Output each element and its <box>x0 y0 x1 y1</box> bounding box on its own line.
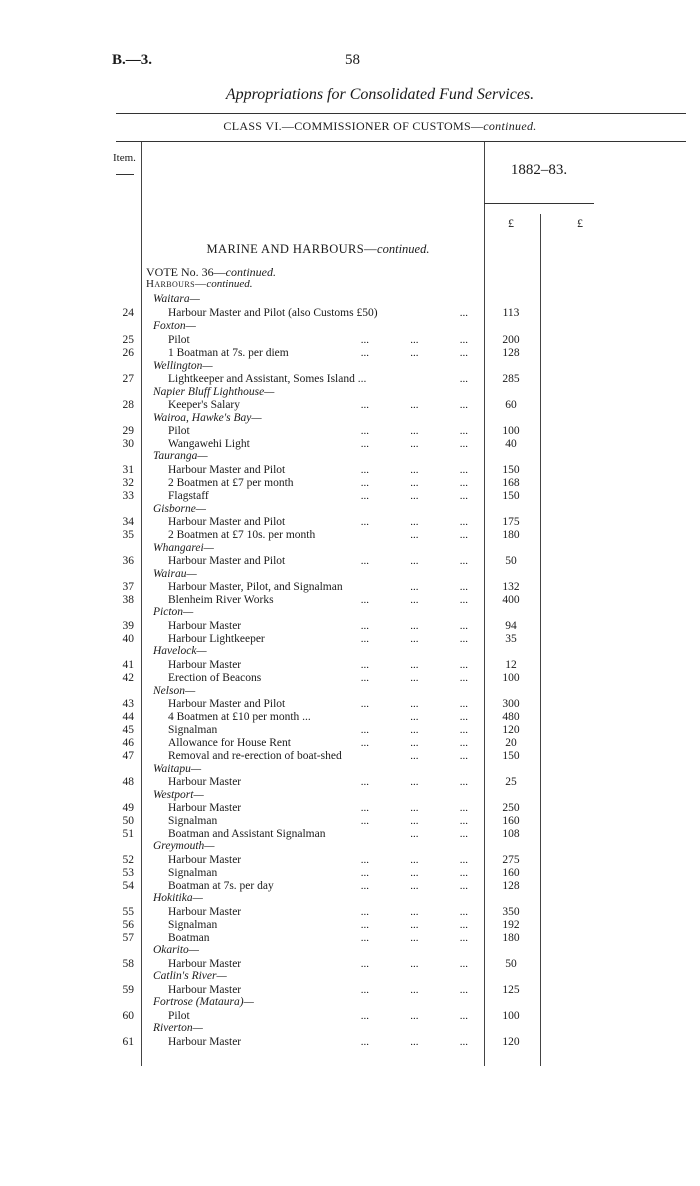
leader-dots: ... ... ... <box>360 1010 468 1022</box>
item-number: 33 <box>122 490 134 502</box>
item-number: 43 <box>122 698 134 710</box>
leader-dots: ... ... ... <box>360 490 468 502</box>
harbours-heading <box>146 278 252 290</box>
item-amount: 400 <box>502 594 520 606</box>
leader-dots: ... ... ... <box>360 555 468 567</box>
table-row <box>0 984 700 997</box>
item-number: 24 <box>122 307 134 319</box>
table-row <box>0 334 700 347</box>
item-column-header: Item. <box>113 152 136 164</box>
item-number: 57 <box>122 932 134 944</box>
item-amount: 192 <box>502 919 520 931</box>
item-description: Pilot <box>168 334 190 346</box>
item-amount: 160 <box>502 815 520 827</box>
item-header-rule <box>116 174 134 175</box>
item-description: Lightkeeper and Assistant, Somes Island ... <box>168 373 367 385</box>
table-row <box>0 919 700 932</box>
leader-dots: ... ... ... <box>360 659 468 671</box>
item-amount: 20 <box>505 737 517 749</box>
place-heading: Catlin's River— <box>153 970 227 982</box>
leader-dots: ... ... ... <box>360 438 468 450</box>
item-number: 40 <box>122 633 134 645</box>
table-row <box>0 698 700 711</box>
table-row <box>0 802 700 815</box>
leader-dots: ... ... ... <box>360 672 468 684</box>
leader-dots: ... ... <box>410 529 468 541</box>
item-amount: 35 <box>505 633 517 645</box>
item-amount: 94 <box>505 620 517 632</box>
leader-dots: ... ... ... <box>360 880 468 892</box>
item-amount: 250 <box>502 802 520 814</box>
table-row <box>0 906 700 919</box>
leader-dots: ... ... ... <box>360 620 468 632</box>
item-amount: 160 <box>502 867 520 879</box>
leader-dots: ... ... ... <box>360 1036 468 1048</box>
section-heading <box>148 242 488 257</box>
item-number: 26 <box>122 347 134 359</box>
item-description: Allowance for House Rent <box>168 737 291 749</box>
item-amount: 200 <box>502 334 520 346</box>
place-heading: Waitapu— <box>153 763 202 775</box>
item-number: 59 <box>122 984 134 996</box>
item-description: Harbour Master <box>168 620 242 632</box>
item-number: 52 <box>122 854 134 866</box>
document-reference: B.—3. <box>112 52 153 68</box>
item-amount: 180 <box>502 932 520 944</box>
item-number: 44 <box>122 711 134 723</box>
item-amount: 285 <box>502 373 520 385</box>
item-amount: 12 <box>505 659 517 671</box>
item-amount: 168 <box>502 477 520 489</box>
table-row <box>0 737 700 750</box>
place-heading: Foxton— <box>153 320 196 332</box>
table-row <box>0 555 700 568</box>
table-row <box>0 854 700 867</box>
item-number: 53 <box>122 867 134 879</box>
item-amount: 275 <box>502 854 520 866</box>
table-row <box>0 490 700 503</box>
item-number: 39 <box>122 620 134 632</box>
leader-dots: ... ... ... <box>360 516 468 528</box>
item-number: 30 <box>122 438 134 450</box>
harbours-heading-main: Harbours— <box>146 278 207 290</box>
place-heading: Tauranga— <box>153 450 208 462</box>
item-amount: 132 <box>502 581 520 593</box>
leader-dots: ... ... <box>410 828 468 840</box>
place-heading: Hokitika— <box>153 892 203 904</box>
leader-dots: ... ... ... <box>360 984 468 996</box>
item-number: 51 <box>122 828 134 840</box>
table-row <box>0 438 700 451</box>
item-description: Boatman and Assistant Signalman <box>168 828 326 840</box>
section-heading-main: MARINE AND HARBOURS— <box>206 242 378 256</box>
item-number: 32 <box>122 477 134 489</box>
item-amount: 128 <box>502 347 520 359</box>
item-number: 29 <box>122 425 134 437</box>
item-amount: 50 <box>505 958 517 970</box>
leader-dots: ... ... ... <box>360 464 468 476</box>
section-heading-continued: continued. <box>377 242 430 256</box>
table-row <box>0 1036 700 1049</box>
item-number: 38 <box>122 594 134 606</box>
table-row <box>0 425 700 438</box>
item-description: Boatman <box>168 932 210 944</box>
place-heading: Picton— <box>153 606 194 618</box>
item-amount: 40 <box>505 438 517 450</box>
item-description: Boatman at 7s. per day <box>168 880 274 892</box>
table-row <box>0 373 700 386</box>
item-amount: 108 <box>502 828 520 840</box>
item-amount: 25 <box>505 776 517 788</box>
item-amount: 150 <box>502 464 520 476</box>
leader-dots: ... <box>459 307 468 319</box>
place-heading: Havelock— <box>153 645 207 657</box>
item-number: 58 <box>122 958 134 970</box>
place-heading: Wairoa, Hawke's Bay— <box>153 412 262 424</box>
leader-dots: ... <box>459 373 468 385</box>
table-row <box>0 516 700 529</box>
item-description: Harbour Master <box>168 776 242 788</box>
leader-dots: ... ... ... <box>360 958 468 970</box>
currency-symbol-totals: £ <box>577 216 583 230</box>
table-row <box>0 594 700 607</box>
place-heading: Riverton— <box>153 1022 203 1034</box>
header-rule-top <box>116 113 686 114</box>
item-number: 61 <box>122 1036 134 1048</box>
leader-dots: ... ... ... <box>360 399 468 411</box>
table-row <box>0 1010 700 1023</box>
item-amount: 180 <box>502 529 520 541</box>
item-number: 55 <box>122 906 134 918</box>
item-description: Wangawehi Light <box>168 438 250 450</box>
leader-dots: ... ... ... <box>360 698 468 710</box>
item-number: 31 <box>122 464 134 476</box>
item-number: 42 <box>122 672 134 684</box>
item-description: 2 Boatmen at £7 10s. per month <box>168 529 316 541</box>
leader-dots: ... ... ... <box>360 919 468 931</box>
header-rule-bottom <box>116 141 686 142</box>
item-description: 4 Boatmen at £10 per month ... <box>168 711 311 723</box>
item-amount: 120 <box>502 1036 520 1048</box>
table-row <box>0 828 700 841</box>
item-amount: 100 <box>502 672 520 684</box>
harbours-heading-continued: continued. <box>206 278 253 290</box>
table-row <box>0 620 700 633</box>
item-description: Harbour Master and Pilot <box>168 698 286 710</box>
item-amount: 150 <box>502 750 520 762</box>
item-description: Harbour Master <box>168 1036 242 1048</box>
leader-dots: ... ... ... <box>360 867 468 879</box>
leader-dots: ... ... ... <box>360 347 468 359</box>
item-description: Pilot <box>168 1010 190 1022</box>
table-row <box>0 750 700 763</box>
item-description: Signalman <box>168 867 218 879</box>
table-row <box>0 581 700 594</box>
leader-dots: ... ... ... <box>360 425 468 437</box>
item-number: 47 <box>122 750 134 762</box>
leader-dots: ... ... ... <box>360 815 468 827</box>
page-number: 58 <box>345 52 360 68</box>
item-number: 37 <box>122 581 134 593</box>
class-heading <box>0 119 700 134</box>
item-amount: 128 <box>502 880 520 892</box>
table-row <box>0 659 700 672</box>
table-row <box>0 776 700 789</box>
table-row <box>0 958 700 971</box>
place-heading: Westport— <box>153 789 204 801</box>
table-row <box>0 672 700 685</box>
place-heading: Gisborne— <box>153 503 207 515</box>
item-amount: 60 <box>505 399 517 411</box>
leader-dots: ... ... ... <box>360 724 468 736</box>
leader-dots: ... ... ... <box>360 334 468 346</box>
item-number: 36 <box>122 555 134 567</box>
item-description: Signalman <box>168 724 218 736</box>
year-header: 1882–83. <box>510 162 568 178</box>
item-number: 34 <box>122 516 134 528</box>
item-amount: 125 <box>502 984 520 996</box>
item-description: Harbour Master and Pilot <box>168 464 286 476</box>
item-amount: 100 <box>502 1010 520 1022</box>
item-amount: 175 <box>502 516 520 528</box>
page-title: Appropriations for Consolidated Fund Services. <box>225 86 535 103</box>
leader-dots: ... ... ... <box>360 594 468 606</box>
table-row <box>0 711 700 724</box>
item-amount: 480 <box>502 711 520 723</box>
item-number: 50 <box>122 815 134 827</box>
item-description: Harbour Lightkeeper <box>168 633 265 645</box>
item-description: Keeper's Salary <box>168 399 240 411</box>
item-number: 60 <box>122 1010 134 1022</box>
table-row <box>0 932 700 945</box>
item-description: 2 Boatmen at £7 per month <box>168 477 294 489</box>
item-description: Signalman <box>168 815 218 827</box>
item-number: 35 <box>122 529 134 541</box>
item-description: Harbour Master <box>168 984 242 996</box>
place-heading: Waitara— <box>153 293 200 305</box>
item-number: 48 <box>122 776 134 788</box>
table-row <box>0 724 700 737</box>
item-description: Harbour Master <box>168 958 242 970</box>
leader-dots: ... ... ... <box>360 776 468 788</box>
item-description: Harbour Master and Pilot <box>168 555 286 567</box>
item-number: 27 <box>122 373 134 385</box>
place-heading: Nelson— <box>153 685 196 697</box>
currency-symbol-items: £ <box>508 216 514 230</box>
leader-dots: ... ... ... <box>360 737 468 749</box>
table-row <box>0 880 700 893</box>
item-number: 41 <box>122 659 134 671</box>
item-number: 49 <box>122 802 134 814</box>
leader-dots: ... ... <box>410 711 468 723</box>
table-row <box>0 529 700 542</box>
place-heading: Wairau— <box>153 568 197 580</box>
leader-dots: ... ... ... <box>360 477 468 489</box>
item-number: 25 <box>122 334 134 346</box>
leader-dots: ... ... ... <box>360 802 468 814</box>
place-heading: Greymouth— <box>153 840 215 852</box>
table-row <box>0 464 700 477</box>
item-amount: 300 <box>502 698 520 710</box>
table-row <box>0 477 700 490</box>
table-row <box>0 633 700 646</box>
table-row <box>0 399 700 412</box>
table-row <box>0 307 700 320</box>
leader-dots: ... ... <box>410 750 468 762</box>
item-amount: 100 <box>502 425 520 437</box>
item-number: 54 <box>122 880 134 892</box>
item-number: 46 <box>122 737 134 749</box>
item-description: Harbour Master, Pilot, and Signalman <box>168 581 343 593</box>
item-description: Removal and re-erection of boat-shed <box>168 750 342 762</box>
item-amount: 350 <box>502 906 520 918</box>
item-number: 45 <box>122 724 134 736</box>
item-description: Pilot <box>168 425 190 437</box>
item-description: Erection of Beacons <box>168 672 262 684</box>
vote-heading-continued: continued. <box>225 265 276 279</box>
item-description: Harbour Master <box>168 659 242 671</box>
place-heading: Okarito— <box>153 944 199 956</box>
place-heading: Napier Bluff Lighthouse— <box>153 386 275 398</box>
leader-dots: ... ... <box>410 581 468 593</box>
class-heading-continued: continued. <box>483 119 537 133</box>
item-description: Harbour Master <box>168 854 242 866</box>
table-row <box>0 867 700 880</box>
item-description: Blenheim River Works <box>168 594 274 606</box>
item-description: Signalman <box>168 919 218 931</box>
year-header-rule <box>484 203 594 204</box>
item-amount: 120 <box>502 724 520 736</box>
item-description: Flagstaff <box>168 490 209 502</box>
item-description: Harbour Master <box>168 802 242 814</box>
place-heading: Wellington— <box>153 360 213 372</box>
leader-dots: ... ... ... <box>360 854 468 866</box>
place-heading: Fortrose (Mataura)— <box>153 996 254 1008</box>
item-amount: 150 <box>502 490 520 502</box>
table-row <box>0 347 700 360</box>
leader-dots: ... ... ... <box>360 932 468 944</box>
item-number: 56 <box>122 919 134 931</box>
item-description: Harbour Master and Pilot <box>168 516 286 528</box>
place-heading: Whangarei— <box>153 542 214 554</box>
item-description: Harbour Master and Pilot (also Customs £50) <box>168 307 378 319</box>
item-description: Harbour Master <box>168 906 242 918</box>
item-amount: 50 <box>505 555 517 567</box>
leader-dots: ... ... ... <box>360 633 468 645</box>
class-heading-main: CLASS VI.—COMMISSIONER OF CUSTOMS— <box>223 119 484 133</box>
item-amount: 113 <box>502 307 520 319</box>
item-description: 1 Boatman at 7s. per diem <box>168 347 289 359</box>
vote-heading-main: VOTE No. 36— <box>146 265 226 279</box>
item-number: 28 <box>122 399 134 411</box>
leader-dots: ... ... ... <box>360 906 468 918</box>
table-row <box>0 815 700 828</box>
